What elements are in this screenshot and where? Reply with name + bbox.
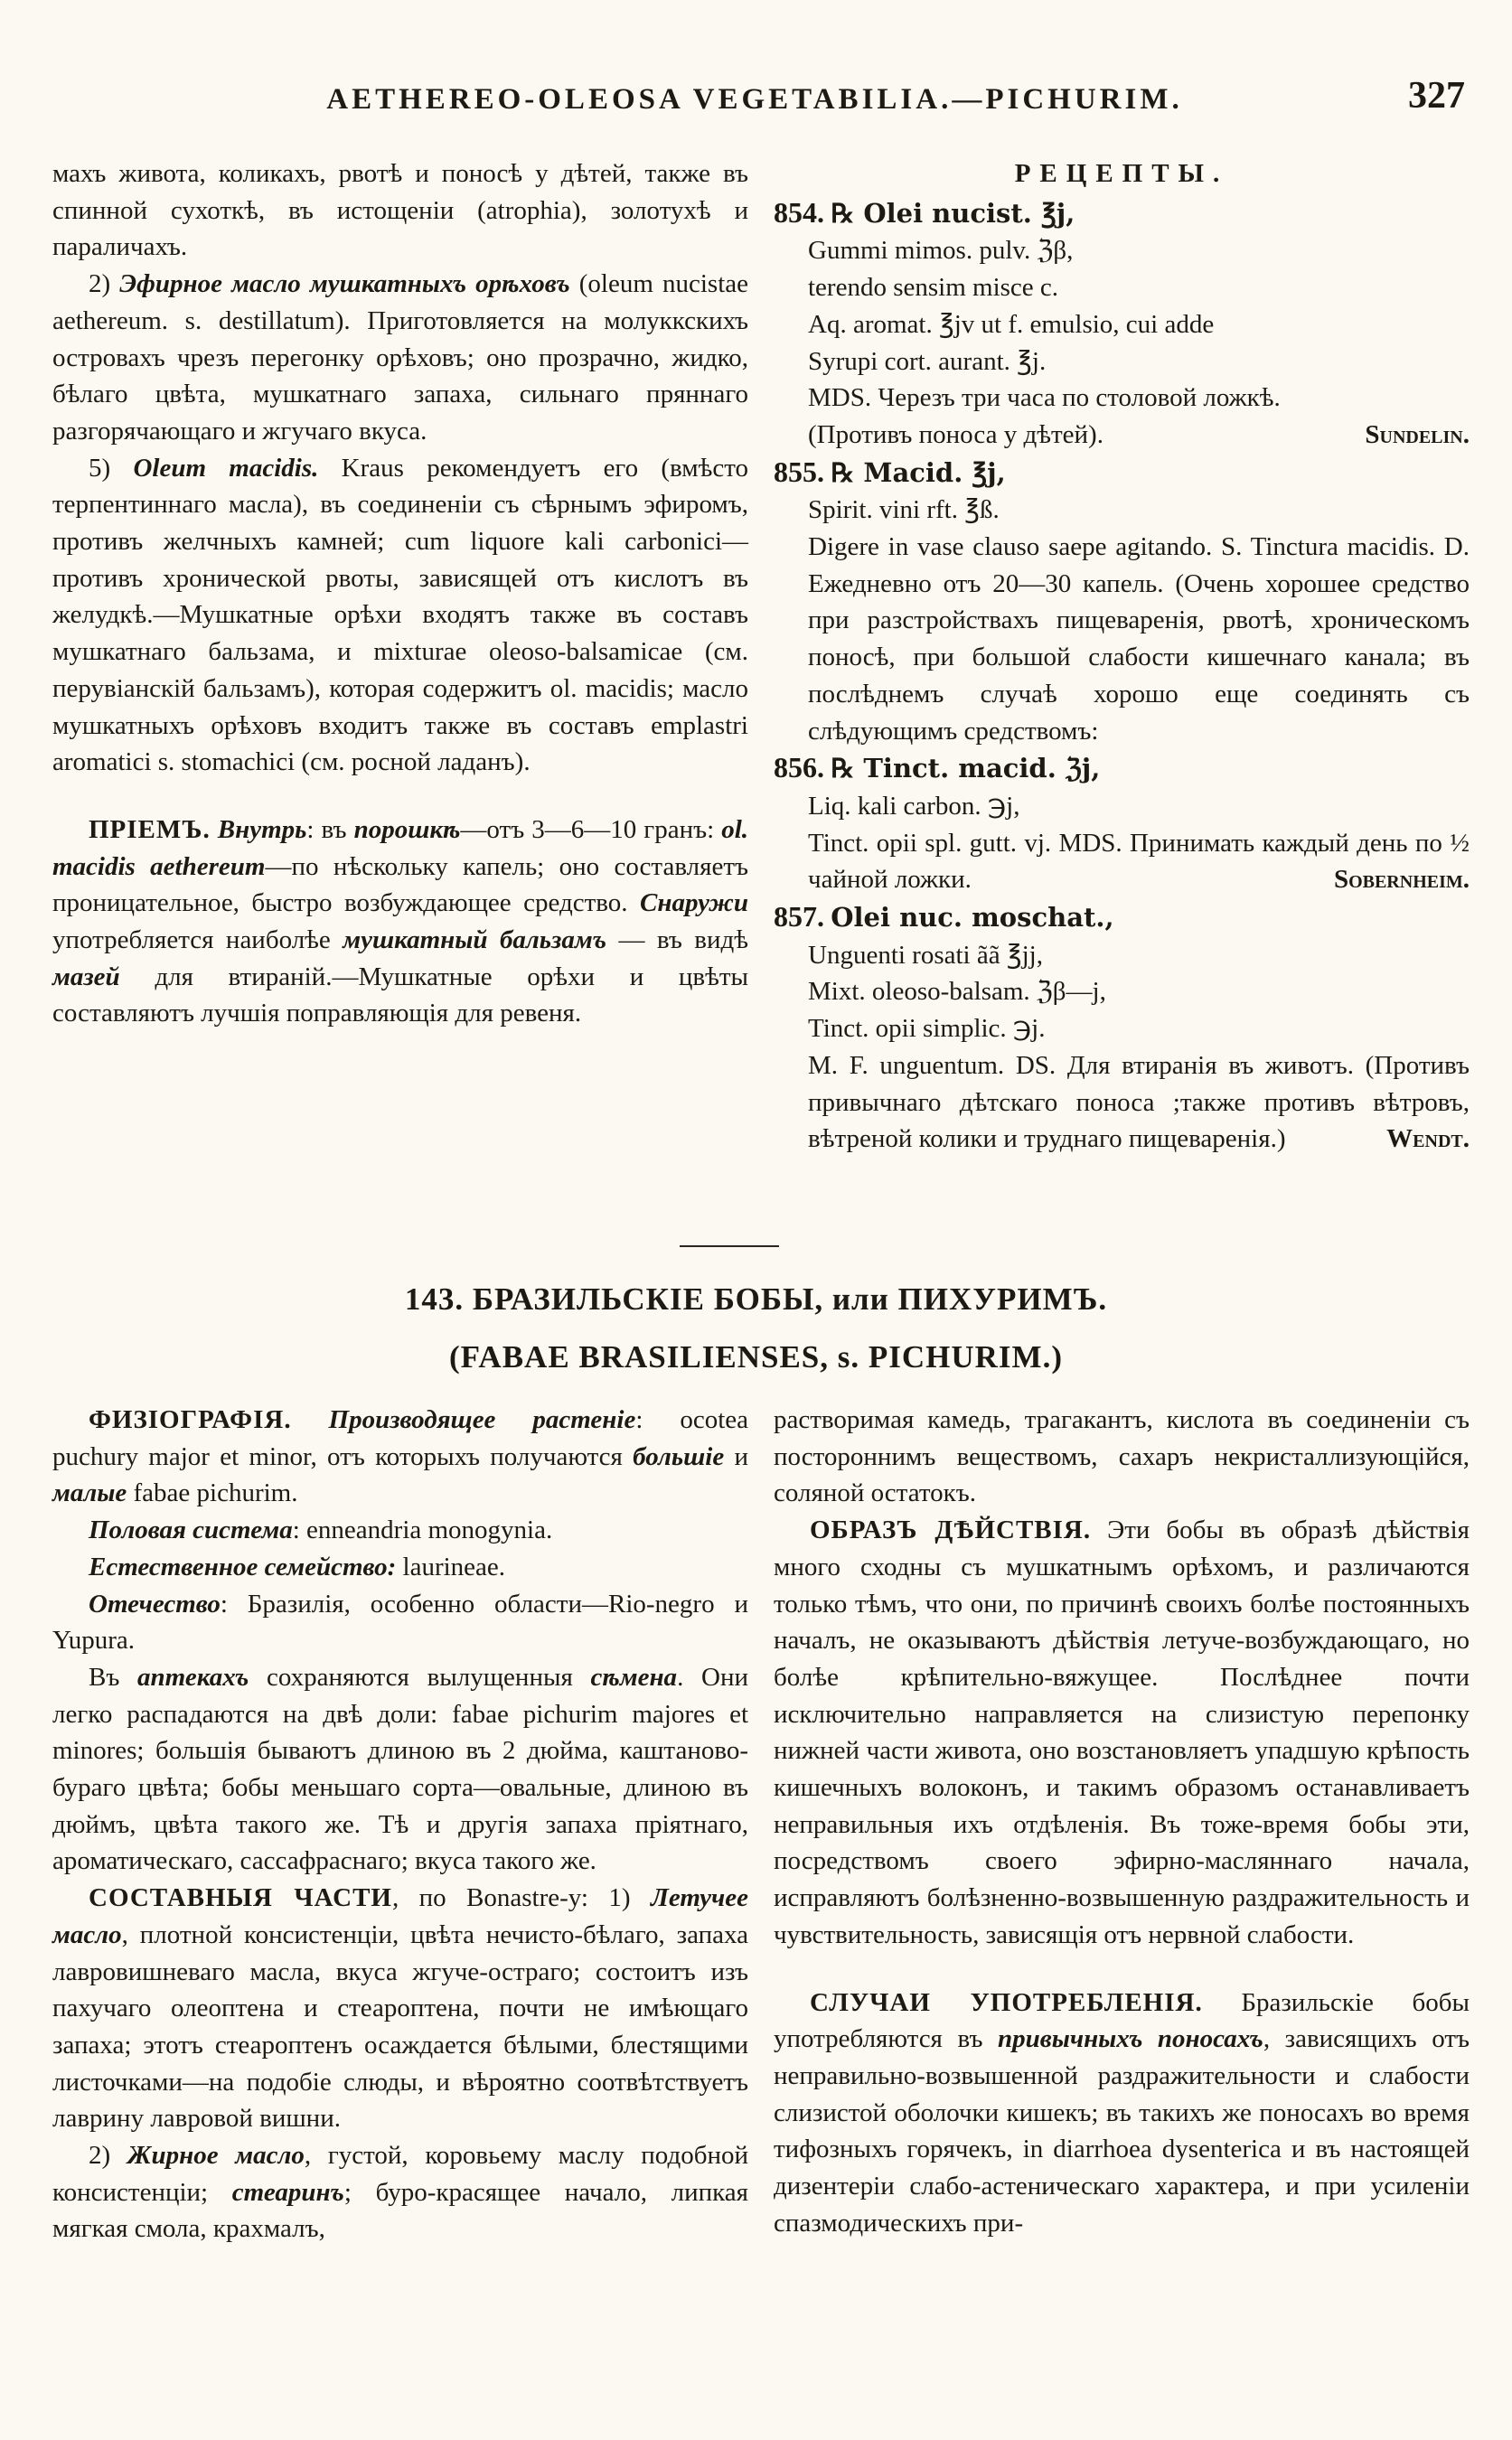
section-subtitle: (FABAE BRASILIENSES, s. PICHURIM.) (448, 1339, 1063, 1375)
paragraph-continued: растворимая камедь, трагакантъ, кислота въ соединеніи съ постороннимъ веществомъ, сахаръ некристаллизующійся, соляной остатокъ. (774, 1405, 1470, 1508)
recipe-author: Sobernheim. (1333, 865, 1470, 895)
recipe-line: MDS. Черезъ три часа по столовой ложкѣ. (808, 383, 1281, 413)
text-run: ; буро-красящее начало, липкая мягкая смола, крахмалъ, (52, 2177, 748, 2244)
item-number: 2) (89, 2141, 111, 2171)
recipe-line: Gummi mimos. pulv. ℨβ, (808, 236, 1074, 266)
recipe-line: Unguenti rosati ãã ℥jj, (808, 940, 1043, 970)
text-run: сохраняются вылущенныя (266, 1662, 573, 1692)
section-divider (680, 1245, 779, 1247)
recipe-number-854: 854. (774, 195, 824, 229)
term-oleum-macidis: Oleum macidis. (133, 453, 319, 483)
paragraph-composition (52, 1880, 748, 2137)
paragraph-continued: махъ живота, коликахъ, рвотѣ и поносѣ у дѣтей, также въ спинной сухоткѣ, въ истощеніи (atrophia), золотухѣ и параличахъ. (52, 159, 748, 262)
section-lead-uses: СЛУЧАИ УПОТРЕБЛЕНІЯ. (810, 1987, 1203, 2017)
recipe-854-first-line (774, 194, 1470, 233)
text-run: : Бразилія, особенно области—Rio-negro и Yupura. (52, 1589, 748, 1656)
recipe-line: Olei nuc. moschat., (831, 902, 1114, 934)
term-powder: порошкѣ (353, 814, 461, 844)
recipe-number-856: 856. (774, 751, 824, 784)
paragraph-nutmeg-oil (52, 266, 748, 450)
recipe-text: Digere in vase clauso saepe agitando. S. Tinctura macidis. D. Ежедневно отъ 20—30 капель. (Очень хорошее средство при разстройствахъ пищеваренія, рвотѣ, хроническомъ поносѣ, при большой слабости кишечнаго канала; въ послѣднемъ случаѣ хорошо еще соединять съ слѣдующимъ средствомъ: (808, 532, 1470, 746)
paragraph-pharmacy (52, 1659, 748, 1880)
paragraph-text: Kraus рекомендуетъ его (вмѣсто терпентиннаго масла), въ соединеніи съ сѣрнымъ эфиромъ, противъ желчныхъ камней; cum liquore kali carbonici—противъ хронической рвоты, зависящей отъ кислотъ въ желудкѣ.—Мушкатные орѣхи входятъ также въ составъ мушкатнаго бальзама, и mixturae oleoso-balsamicae (см. перувіанскій бальзамъ), которая содержитъ ol. macidis; масло мушкатныхъ орѣховъ входитъ также въ составъ emplastri aromatici s. stomachici (см. росной ладанъ). (52, 453, 748, 777)
paragraph-text: (oleum nucistae aethereum. s. destillatum). Приготовляется на молуккскихъ островахъ чрезъ перегонку орѣховъ; оно прозрачно, жидко, бѣлаго цвѣта, мушкатнаго запаха, сильнаго пряннаго разгорячающаго и жгучаго вкуса. (52, 269, 748, 446)
page-number: 327 (1408, 75, 1465, 117)
text-run: употребляется наиболѣе (52, 925, 331, 955)
item-number: 2) (89, 269, 111, 299)
text-run: : ocotea puchury major et minor, отъ которыхъ получаются (52, 1405, 748, 1471)
text-run: —отъ 3—6—10 гранъ: (460, 814, 715, 844)
label-family: Естественное семейство: (89, 1552, 397, 1581)
recipes-column (774, 155, 1470, 1158)
section-title: 143. БРАЗИЛЬСКІЕ БОБЫ, или ПИХУРИМЪ. (404, 1281, 1108, 1317)
text-run: fabae pichurim. (133, 1478, 298, 1508)
recipes-heading: РЕЦЕПТЫ. (1014, 159, 1229, 188)
section-lead-composition: СОСТАВНЫЯ ЧАСТИ (89, 1883, 392, 1913)
text-run: Въ (89, 1662, 120, 1692)
item-number: 5) (89, 453, 111, 483)
text-run: и (734, 1441, 749, 1471)
term-seeds: сѣмена (590, 1662, 678, 1692)
spacer (52, 781, 748, 812)
recipe-line: Mixt. oleoso-balsam. ℨβ—j, (808, 977, 1106, 1007)
term-small: малые (52, 1478, 127, 1508)
term-large: большіе (633, 1441, 725, 1471)
section-lead-priem: ПРІЕМЪ. (89, 814, 211, 844)
paragraph-physiography (52, 1402, 748, 1512)
recipe-author: Sundelin. (1365, 419, 1470, 449)
text-run: : enneandria monogynia. (292, 1516, 553, 1545)
paragraph-uses (774, 1985, 1470, 2242)
paragraph-family (52, 1549, 748, 1586)
left-column-bottom (52, 1402, 748, 2248)
term-pharmacies: аптекахъ (137, 1662, 249, 1692)
paragraph-oleum-macidis (52, 450, 748, 781)
paragraph-action (774, 1512, 1470, 1953)
recipe-line-with-author (774, 417, 1470, 454)
recipe-number-857: 857. (774, 900, 824, 934)
recipe-line: ℞ Tinct. macid. ℨj, (831, 753, 1101, 784)
text-run: — въ видѣ (618, 925, 748, 955)
text-run: . Они легко распадаются на двѣ доли: fabae pichurim majores et minores; большія бываютъ длиною въ 2 дюйма, каштаново-бураго цвѣта; бобы меньшаго сорта—овальные, длиною въ дюймъ, цвѣта такого же. Тѣ и другія запаха пріятнаго, ароматическаго, сассафраснаго; вкуса такого же. (52, 1662, 748, 1876)
paragraph-sexual-system (52, 1512, 748, 1549)
term-habitual-diarrhea: привычныхъ поносахъ (998, 2024, 1263, 2054)
text-run: для втираній.—Мушкатные орѣхи и цвѣты составляютъ лучшія поправляющія для ревеня. (52, 962, 749, 1028)
text-run: Бразильскіе бобы употребляются въ (774, 1987, 1470, 2054)
paragraph-homeland (52, 1586, 748, 1659)
recipe-857-first-line (774, 898, 1470, 937)
text-run: , зависящихъ отъ неправильно-возвышенной раздражительности и слабости слизистой оболочки кишекъ; въ такихъ же поносахъ во время тифозныхъ горячекъ, in diarrhoea dysenterica и въ настоящей дизентеріи слабо-астеническаго характера, и при усиленіи спазмодическихъ при- (774, 2024, 1470, 2238)
recipe-text-run: Tinct. opii spl. gutt. vj. MDS. Принимать каждый день по ½ чайной ложки. (808, 828, 1470, 895)
section-lead-physiography: ФИЗІОГРАФІЯ. (89, 1405, 292, 1434)
recipe-author: Wendt. (1386, 1124, 1470, 1154)
recipe-text (774, 825, 1470, 898)
recipe-856-first-line (774, 749, 1470, 788)
section-lead-action: ОБРАЗЪ ДѢЙСТВІЯ. (810, 1516, 1092, 1545)
recipe-line: (Противъ поноса у дѣтей). (808, 419, 1103, 449)
term-oil-name: ol. macidis aethereum (52, 814, 749, 881)
recipe-line: Liq. kali carbon. ℈j, (808, 791, 1020, 821)
recipe-line: Spirit. vini rft. ℥ß. (808, 495, 1000, 525)
recipe-text-run: M. F. unguentum. DS. Для втиранія въ животъ. (Противъ привычнаго дѣтскаго поноса ;также противъ вѣтровъ, вѣтреной колики и труднаго пищеваренія.) (808, 1050, 1470, 1154)
term-producing-plant: Производящее растеніе (328, 1405, 636, 1434)
text-run: , плотной консистенціи, цвѣта нечисто-бѣлаго, запаха лавровишневаго масла, вкуса жгуче-остраго; состоитъ изъ пахучаго олеоптена и стеароптена, почти не имѣющаго запаха; этотъ стеароптенъ осаждается бѣлыми, блестящими листочками—на подобіе слюды, и вѣроятно соотвѣтствуетъ лаврину лавровой вишни. (52, 1919, 748, 2134)
term-internal: Внутрь (217, 814, 307, 844)
recipe-855-first-line (774, 454, 1470, 493)
term-balsam: мушкатный бальзамъ (343, 925, 607, 955)
term-fat-oil: Жирное масло (127, 2141, 305, 2171)
term-stearin: стеаринъ (231, 2177, 344, 2207)
recipe-line: Syrupi cort. aurant. ℥j. (808, 346, 1047, 376)
spacer (774, 1954, 1470, 1985)
paragraph-fat-oil (52, 2137, 748, 2248)
term-ethereal-oil: Эфирное масло мушкатныхъ орѣховъ (119, 269, 570, 299)
text-run: —по нѣскольку капель; оно составляетъ проницательное, быстро возбуждающее средство. (52, 851, 748, 918)
recipe-line: ℞ Olei nucist. ℥j, (831, 197, 1075, 229)
paragraph-dosage (52, 812, 748, 1032)
left-column-top (52, 155, 748, 1032)
text-run: , по Bonastre-у: 1) (391, 1883, 631, 1913)
term-ointment: мазей (52, 962, 120, 991)
recipe-line: terendo sensim misce c. (808, 273, 1059, 303)
recipe-text (774, 1047, 1470, 1158)
text-run: : въ (306, 814, 347, 844)
term-external: Снаружи (640, 888, 748, 918)
recipe-number-855: 855. (774, 455, 824, 488)
recipe-line: ℞ Macid. ℥j, (831, 456, 1006, 488)
text-run: laurineae. (402, 1552, 506, 1581)
label-sexual-system: Половая система (89, 1516, 293, 1545)
label-homeland: Отечество (89, 1589, 221, 1619)
term-volatile-oil: Летучее масло (52, 1883, 748, 1949)
running-title: AETHEREO-OLEOSA VEGETABILIA.—PICHURIM. (326, 83, 1183, 116)
text-run: Эти бобы въ образѣ дѣйствія много сходны съ мушкатнымъ орѣхомъ, и различаются только тѣмъ, что они, по причинѣ своихъ болѣе постоянныхъ началъ, не оказываютъ дѣйствія летуче-возбуждающаго, но болѣе крѣпительно-вяжущее. Послѣднее почти исключительно направляется на слизистую перепонку нижней части живота, оно возстановляетъ упадшую крѣпость кишечныхъ волоконъ, и такимъ образомъ останавливаетъ неправильныя ихъ отдѣленія. Въ тоже-время бобы эти, посредствомъ своего эфирно-масляннаго начала, исправляютъ болѣзненно-возвышенную раздражительность и чувствительность, зависящія отъ нервной слабости. (774, 1516, 1470, 1949)
recipe-line: Aq. aromat. ℥jv ut f. emulsio, cui adde (808, 309, 1215, 339)
recipe-line: Tinct. opii simplic. ℈j. (808, 1014, 1046, 1044)
text-run: , густой, коровьему маслу подобной консистенціи; (52, 2141, 749, 2207)
right-column-bottom (774, 1402, 1470, 2241)
